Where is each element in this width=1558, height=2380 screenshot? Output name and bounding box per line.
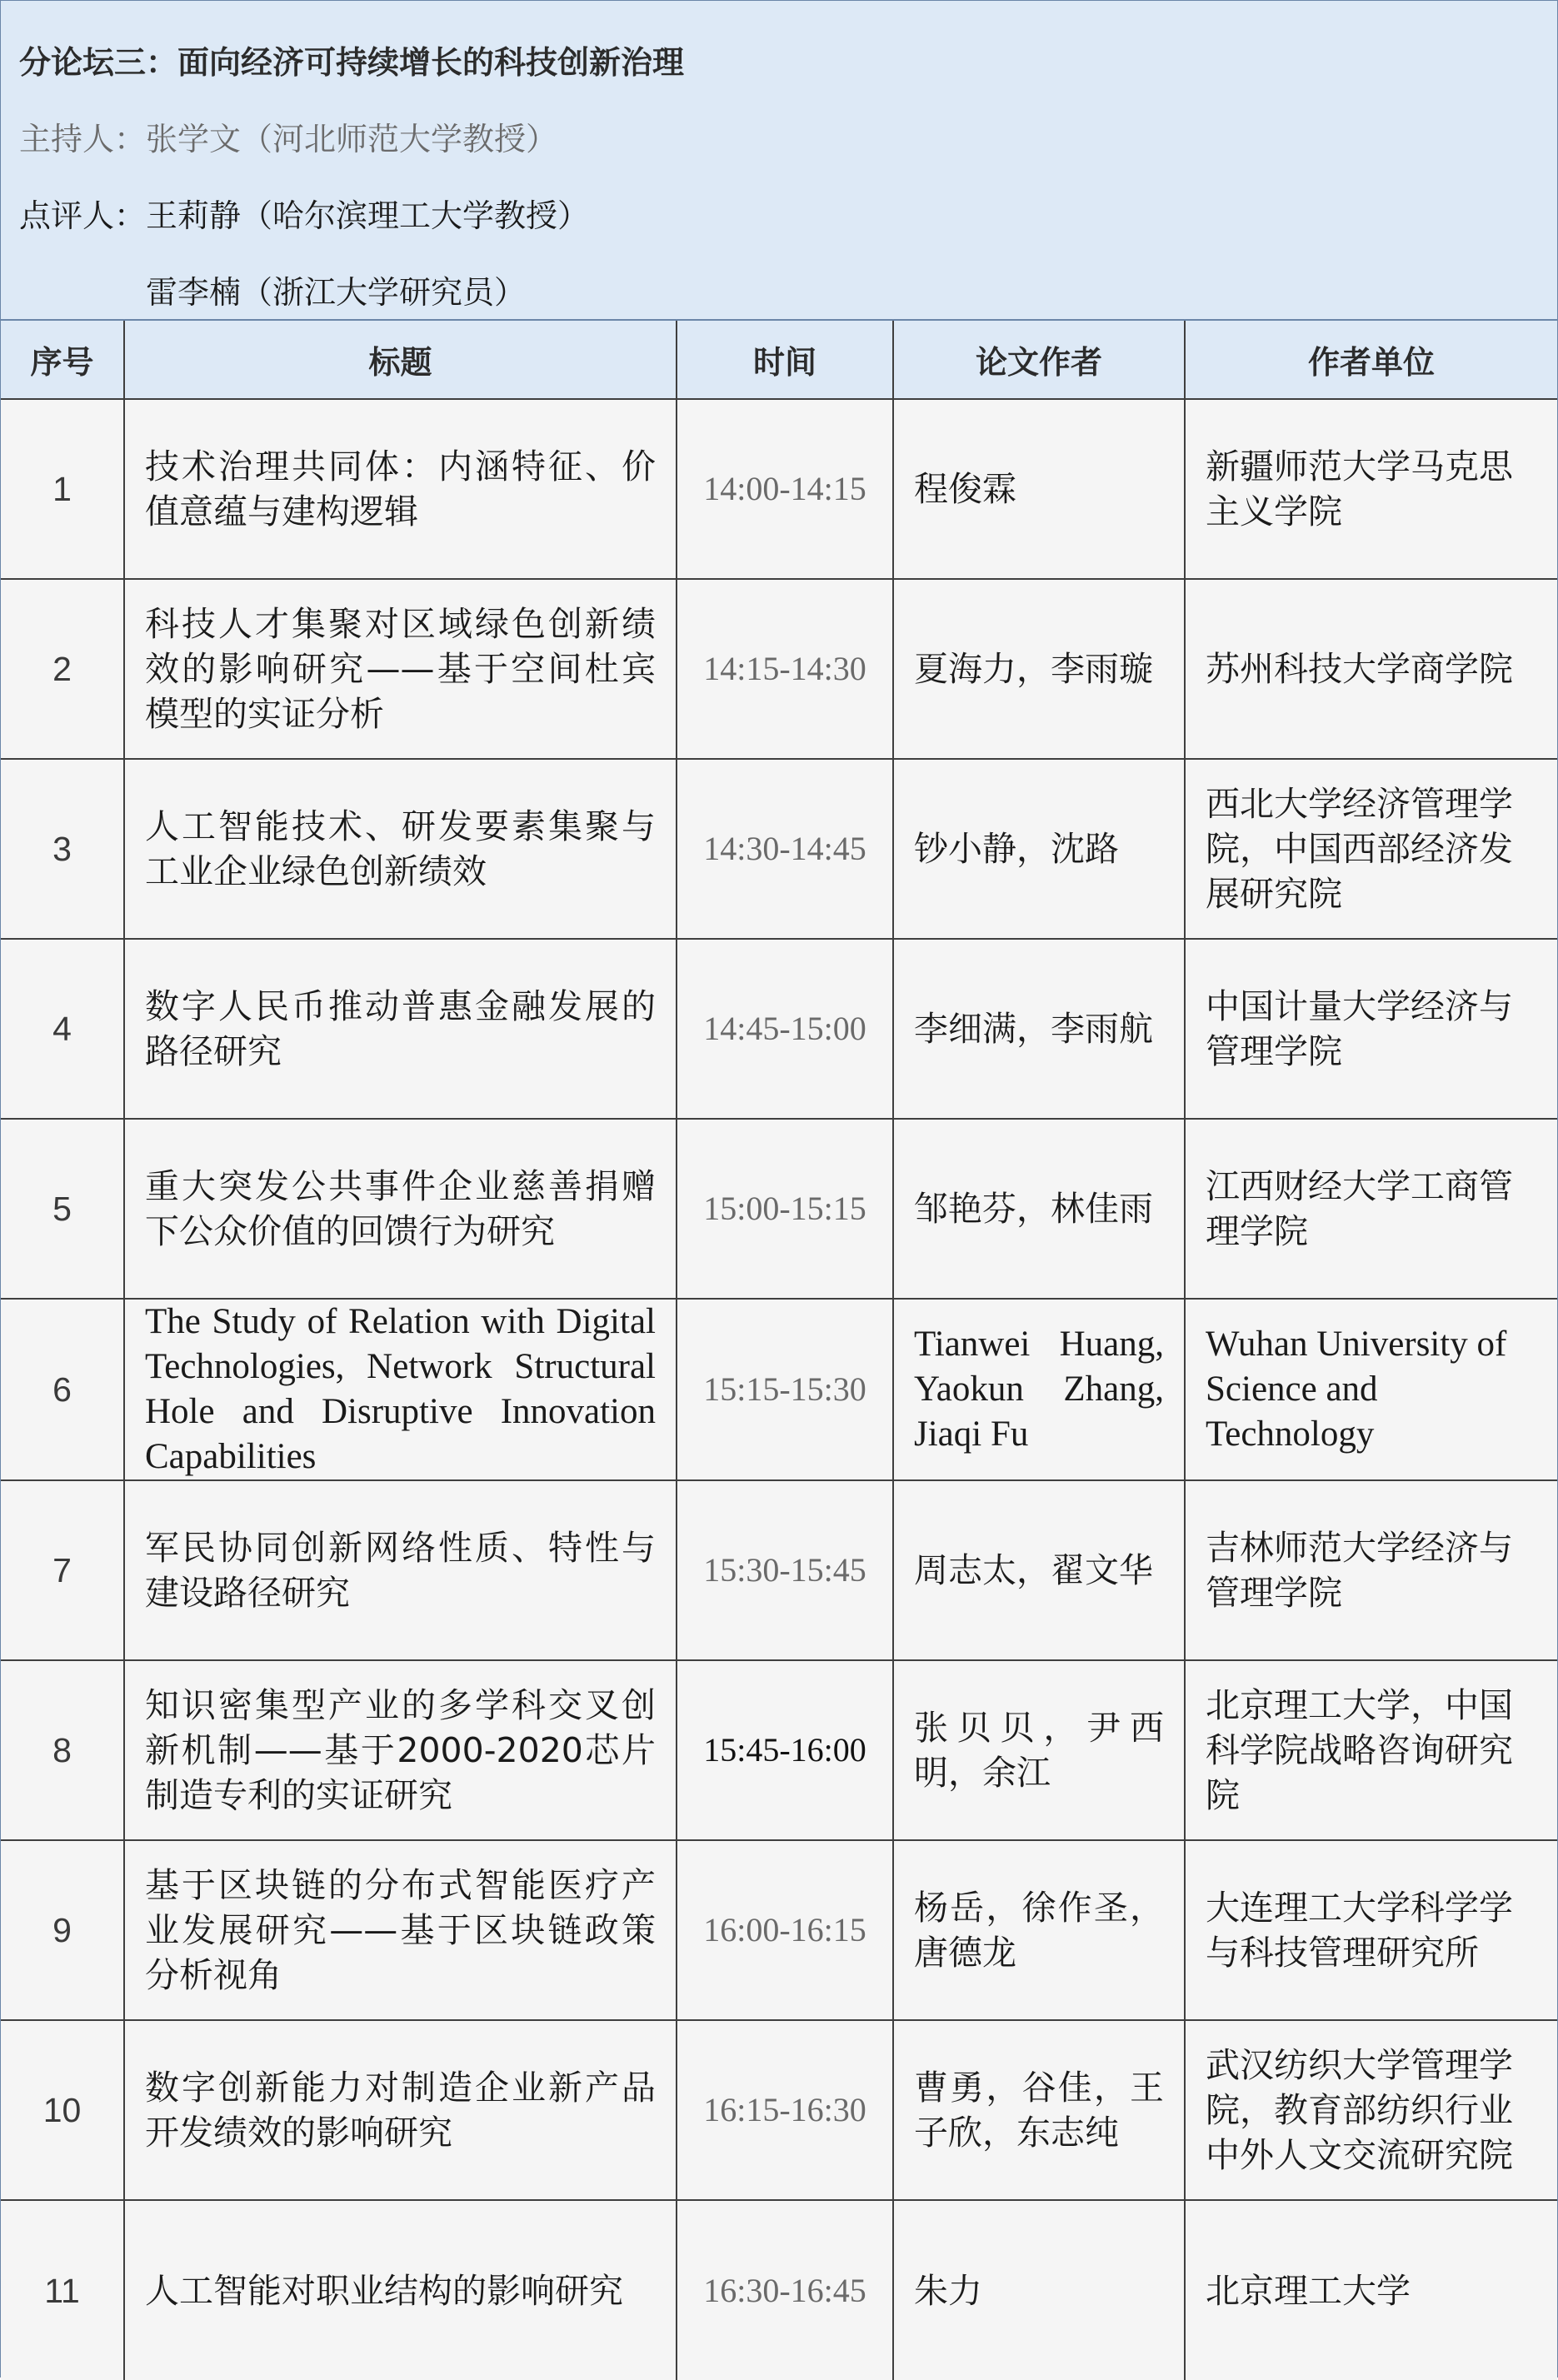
column-header-affiliation: 作者单位: [1185, 321, 1557, 399]
paper-authors: Tianwei Huang, Yaokun Zhang, Jiaqi Fu: [893, 1299, 1185, 1480]
paper-title: 技术治理共同体：内涵特征、价值意蕴与建构逻辑: [124, 399, 677, 579]
paper-authors: 杨岳，徐作圣，唐德龙: [893, 1840, 1185, 2020]
paper-title: 重大突发公共事件企业慈善捐赠下公众价值的回馈行为研究: [124, 1119, 677, 1299]
row-number: 10: [1, 2020, 124, 2200]
forum-title: 分论坛三：面向经济可持续增长的科技创新治理: [19, 44, 685, 81]
reviewer-label: 点评人：: [19, 197, 147, 234]
paper-authors: 李细满，李雨航: [893, 939, 1185, 1119]
row-number: 9: [1, 1840, 124, 2020]
host-line: 主持人：张学文（河北师范大学教授）: [19, 121, 558, 157]
table-row: [1, 2020, 1557, 2200]
paper-title: 人工智能技术、研发要素集聚与工业企业绿色创新绩效: [124, 759, 677, 939]
table-row: [1, 399, 1557, 579]
author-affiliation: 武汉纺织大学管理学院，教育部纺织行业中外人文交流研究院: [1185, 2020, 1557, 2200]
table-row: [1, 939, 1557, 1119]
author-affiliation: 吉林师范大学经济与管理学院: [1185, 1480, 1557, 1660]
paper-title: 人工智能对职业结构的影响研究: [124, 2200, 677, 2380]
schedule-table: [1, 321, 1557, 2380]
time-slot: 14:00-14:15: [677, 399, 893, 579]
author-affiliation: 西北大学经济管理学院，中国西部经济发展研究院: [1185, 759, 1557, 939]
column-header-time: 时间: [677, 321, 893, 399]
column-header-no: 序号: [1, 321, 124, 399]
paper-title: 数字创新能力对制造企业新产品开发绩效的影响研究: [124, 2020, 677, 2200]
row-number: 11: [1, 2200, 124, 2380]
paper-authors: 钞小静，沈路: [893, 759, 1185, 939]
paper-authors: 程俊霖: [893, 399, 1185, 579]
time-slot: 14:30-14:45: [677, 759, 893, 939]
row-number: 4: [1, 939, 124, 1119]
author-affiliation: 新疆师范大学马克思主义学院: [1185, 399, 1557, 579]
reviewer-line-1: [19, 191, 1557, 267]
time-slot: 14:45-15:00: [677, 939, 893, 1119]
table-row: [1, 1840, 1557, 2020]
table-row: [1, 759, 1557, 939]
paper-title: 军民协同创新网络性质、特性与建设路径研究: [124, 1480, 677, 1660]
reviewer-name: 雷李楠（浙江大学研究员）: [146, 274, 527, 311]
table-header-row: [1, 321, 1557, 399]
author-affiliation: 北京理工大学: [1185, 2200, 1557, 2380]
time-slot: 16:00-16:15: [677, 1840, 893, 2020]
table-row: [1, 2200, 1557, 2380]
paper-title: 科技人才集聚对区域绿色创新绩效的影响研究——基于空间杜宾模型的实证分析: [124, 579, 677, 759]
table-row: [1, 1660, 1557, 1840]
time-slot: 16:15-16:30: [677, 2020, 893, 2200]
row-number: 1: [1, 399, 124, 579]
paper-title: 知识密集型产业的多学科交叉创新机制——基于2000-2020芯片制造专利的实证研究: [124, 1660, 677, 1840]
author-affiliation: 中国计量大学经济与管理学院: [1185, 939, 1557, 1119]
time-slot: 16:30-16:45: [677, 2200, 893, 2380]
row-number: 2: [1, 579, 124, 759]
time-slot: 15:45-16:00: [677, 1660, 893, 1840]
paper-title: The Study of Relation with Digital Technologies, Network Structural Hole and Disruptive Innovation Capabilities: [124, 1299, 677, 1480]
row-number: 7: [1, 1480, 124, 1660]
paper-authors: 曹勇，谷佳，王子欣，东志纯: [893, 2020, 1185, 2200]
time-slot: 15:30-15:45: [677, 1480, 893, 1660]
paper-authors: 邹艳芬，林佳雨: [893, 1119, 1185, 1299]
paper-title: 数字人民币推动普惠金融发展的路径研究: [124, 939, 677, 1119]
column-header-title: 标题: [124, 321, 677, 399]
forum-header: [1, 1, 1557, 321]
time-slot: 14:15-14:30: [677, 579, 893, 759]
row-number: 3: [1, 759, 124, 939]
author-affiliation: 大连理工大学科学学与科技管理研究所: [1185, 1840, 1557, 2020]
paper-authors: 夏海力，李雨璇: [893, 579, 1185, 759]
author-affiliation: Wuhan University of Science and Technology: [1185, 1299, 1557, 1480]
row-number: 8: [1, 1660, 124, 1840]
paper-authors: 周志太，翟文华: [893, 1480, 1185, 1660]
table-row: [1, 1299, 1557, 1480]
row-number: 5: [1, 1119, 124, 1299]
author-affiliation: 北京理工大学，中国科学院战略咨询研究院: [1185, 1660, 1557, 1840]
table-row: [1, 1119, 1557, 1299]
paper-title: 基于区块链的分布式智能医疗产业发展研究——基于区块链政策分析视角: [124, 1840, 677, 2020]
reviewer-name: 王莉静（哈尔滨理工大学教授）: [146, 197, 590, 234]
table-row: [1, 1480, 1557, 1660]
row-number: 6: [1, 1299, 124, 1480]
column-header-authors: 论文作者: [893, 321, 1185, 399]
author-affiliation: 苏州科技大学商学院: [1185, 579, 1557, 759]
time-slot: 15:00-15:15: [677, 1119, 893, 1299]
author-affiliation: 江西财经大学工商管理学院: [1185, 1119, 1557, 1299]
time-slot: 15:15-15:30: [677, 1299, 893, 1480]
paper-authors: 张贝贝，尹西明，余江: [893, 1660, 1185, 1840]
paper-authors: 朱力: [893, 2200, 1185, 2380]
table-row: [1, 579, 1557, 759]
